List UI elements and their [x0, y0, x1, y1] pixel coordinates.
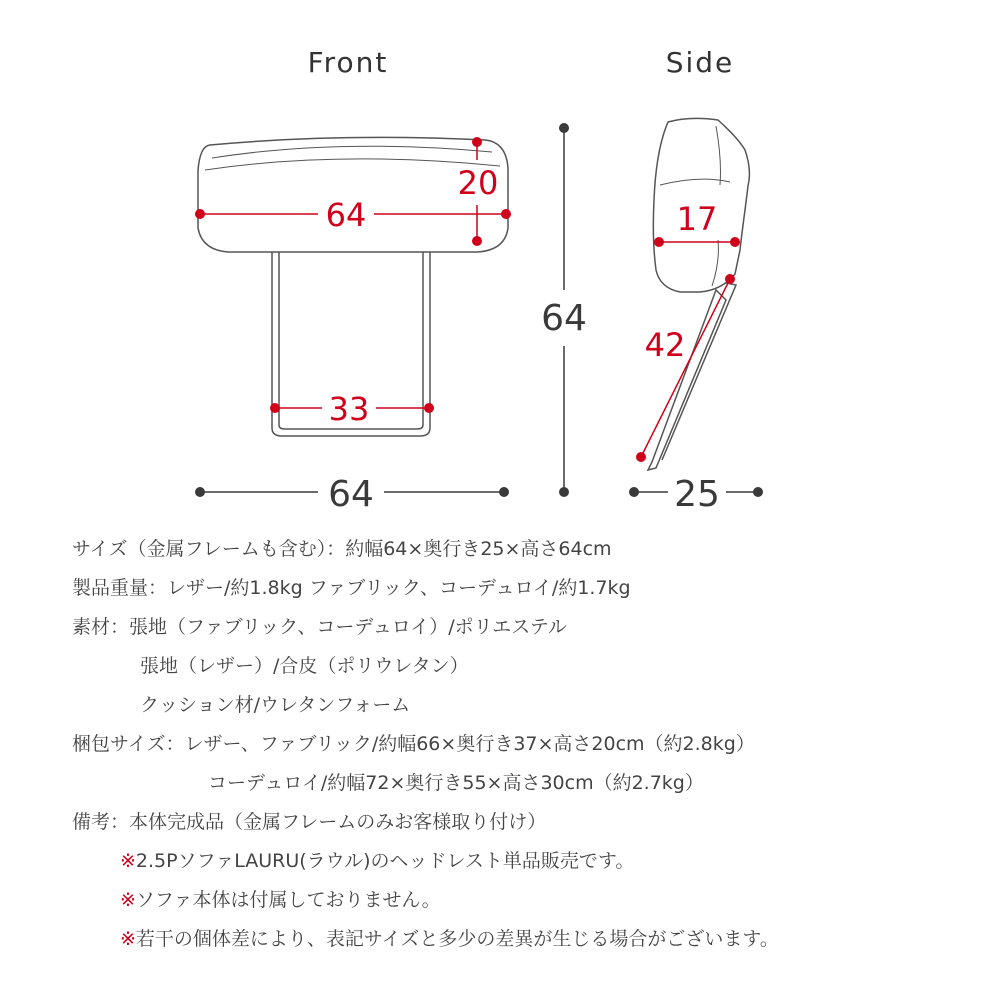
- side-view-title: Side: [665, 46, 735, 79]
- overall-height-label: 64: [541, 298, 587, 339]
- dim-point: [730, 237, 740, 247]
- dim-point: [725, 274, 735, 284]
- note-mark: ※: [120, 928, 136, 950]
- dim-point: [559, 487, 569, 497]
- front-view-title: Front: [307, 46, 389, 79]
- dim-point: [270, 403, 280, 413]
- dim-point: [636, 452, 646, 462]
- front-frame-width-label: 33: [328, 390, 370, 428]
- front-cushion-height-label: 20: [457, 164, 499, 202]
- dim-point: [499, 487, 509, 497]
- side-view: [648, 118, 749, 470]
- spec-note-sofa-not-included: ※ソファ本体は付属しておりません。: [120, 889, 441, 911]
- front-overall-width-label: 64: [328, 474, 374, 515]
- spec-note-size-variance: ※若干の個体差により、表記サイズと多少の差異が生じる場合がございます。: [120, 928, 779, 950]
- spec-material-fabric: 素材：張地（ファブリック、コーデュロイ）/ポリエステル: [72, 616, 567, 638]
- dim-point: [654, 237, 664, 247]
- side-metal-frame: [648, 282, 736, 470]
- side-overall-depth-label: 25: [674, 474, 720, 515]
- spec-size: サイズ（金属フレームも含む）：約幅64×奥行き25×高さ64cm: [72, 538, 612, 560]
- spec-weight: 製品重量：レザー/約1.8kg ファブリック、コーデュロイ/約1.7kg: [72, 577, 631, 599]
- side-cushion-depth-label: 17: [676, 200, 718, 238]
- side-frame-length-label: 42: [644, 326, 686, 364]
- dim-point: [753, 487, 763, 497]
- dim-point: [195, 209, 205, 219]
- dim-point: [424, 403, 434, 413]
- spec-notes: 備考：本体完成品（金属フレームのみお客様取り付け）: [72, 811, 547, 833]
- spec-material-cushion: クッション材/ウレタンフォーム: [140, 694, 411, 716]
- spec-material-leather: 張地（レザー）/合皮（ポリウレタン）: [140, 655, 469, 677]
- note-mark: ※: [120, 850, 136, 872]
- side-overall-depth-dim: [629, 474, 763, 515]
- dim-point: [472, 236, 482, 246]
- spec-note-single-sale: ※2.5PソファLAURU(ラウル)のヘッドレスト単品販売です。: [120, 850, 635, 872]
- spec-package-corduroy: コーデュロイ/約幅72×奥行き55×高さ30cm（約2.7kg）: [208, 772, 704, 794]
- front-overall-width-dim: [195, 474, 509, 515]
- dim-point: [472, 137, 482, 147]
- front-cushion-width-label: 64: [325, 196, 367, 234]
- dim-point: [195, 487, 205, 497]
- overall-height-dim: [541, 123, 587, 497]
- dim-point: [501, 209, 511, 219]
- specifications: [72, 530, 972, 959]
- note-mark: ※: [120, 889, 136, 911]
- dim-point: [629, 487, 639, 497]
- spec-package-leather-fabric: 梱包サイズ：レザー、ファブリック/約幅66×奥行き37×高さ20cm（約2.8kg）: [72, 733, 755, 755]
- dim-point: [559, 123, 569, 133]
